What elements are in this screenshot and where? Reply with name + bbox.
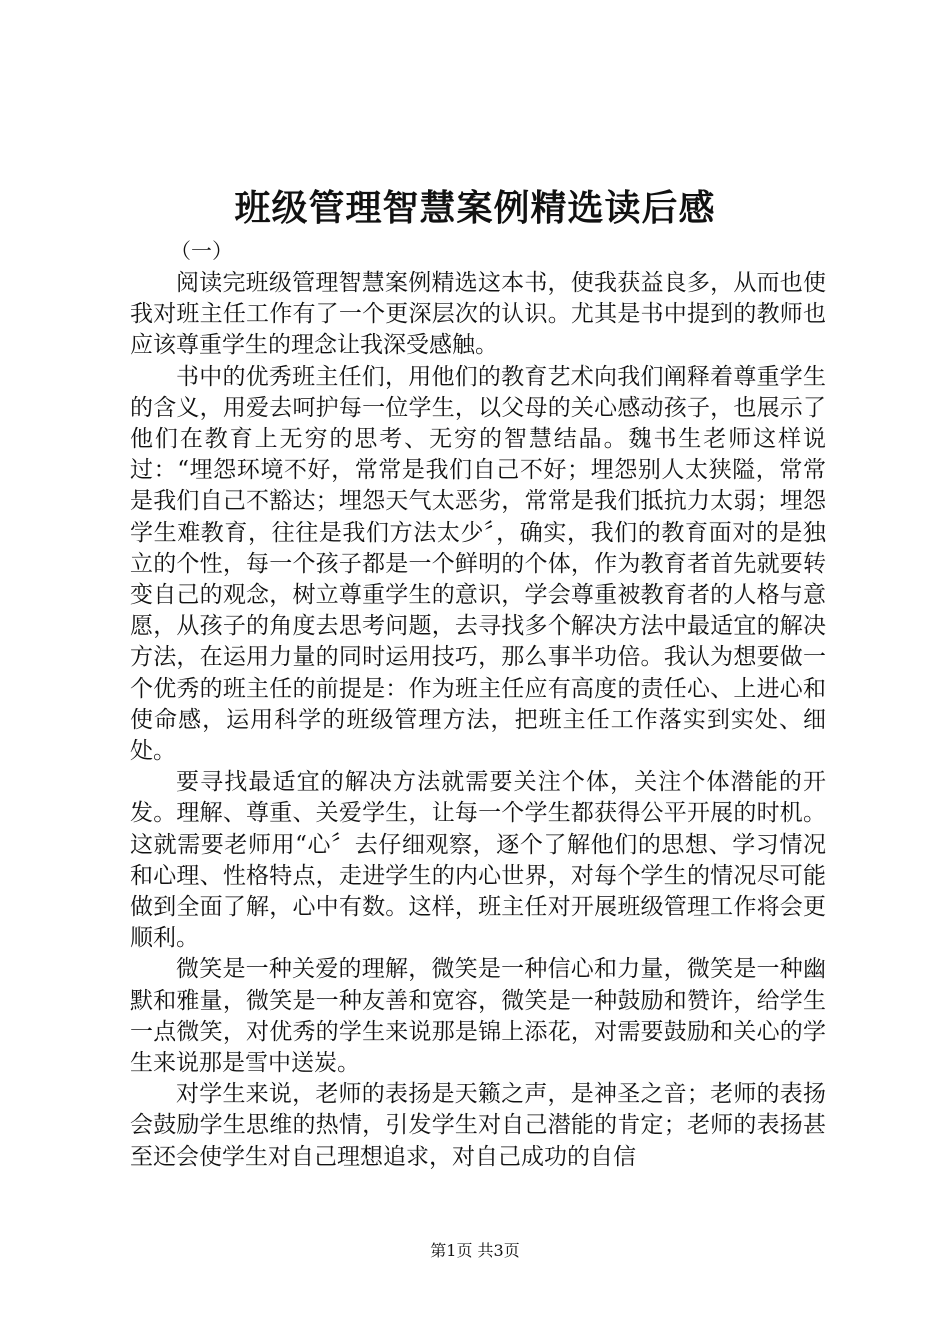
document-title: 班级管理智慧案例精选读后感 xyxy=(234,187,716,229)
paragraph: 书中的优秀班主任们，用他们的教育艺术向我们阐释着尊重学生的含义，用爱去呵护每一位学生，以父母的关心感动孩子，也展示了他们在教育上无穷的思考、无穷的智慧结晶。魏书生老师这样说过：“埋怨环境不好，常常是我们自己不好；埋怨别人太狭隘，常常是我们自己不豁达；埋怨天气太恶劣，常常是我们抵抗力太弱；埋怨学生难教育，往往是我们方法太少〞，确实，我们的教育面对的是独立的个性，每一个孩子都是一个鲜明的个体，作为教育者首先就要转变自己的观念，树立尊重学生的意识，学会尊重被教育者的人格与意愿，从孩子的角度去思考问题，去寻找多个解决方法中最适宜的解决方法，在运用力量的同时运用技巧，那么事半功倍。我认为想要做一个优秀的班主任的前提是：作为班主任应有高度的责任心、上进心和使命感，运用科学的班级管理方法，把班主任工作落实到实处、细处。 xyxy=(130,363,826,765)
section-number: （一） xyxy=(170,239,233,263)
paragraph: 对学生来说，老师的表扬是天籁之声，是神圣之音；老师的表扬会鼓励学生思维的热情，引发学生对自己潜能的肯定；老师的表扬甚至还会使学生对自己理想追求，对自己成功的自信 xyxy=(130,1081,826,1170)
document-body xyxy=(130,268,826,1173)
paragraph: 阅读完班级管理智慧案例精选这本书，使我获益良多，从而也使我对班主任工作有了一个更深层次的认识。尤其是书中提到的教师也应该尊重学生的理念让我深受感触。 xyxy=(130,270,826,359)
page-footer: 第1页 共3页 xyxy=(430,1241,520,1260)
paragraph: 微笑是一种关爱的理解，微笑是一种信心和力量，微笑是一种幽默和雅量，微笑是一种友善和宽容，微笑是一种鼓励和赞许，给学生一点微笑，对优秀的学生来说那是锦上添花，对需要鼓励和关心的学生来说那是雪中送炭。 xyxy=(130,956,826,1077)
paragraph: 要寻找最适宜的解决方法就需要关注个体，关注个体潜能的开发。理解、尊重、关爱学生，让每一个学生都获得公平开展的时机。这就需要老师用“心〞去仔细观察，逐个了解他们的思想、学习情况和心理、性格特点，走进学生的内心世界，对每个学生的情况尽可能做到全面了解，心中有数。这样，班主任对开展班级管理工作将会更顺利。 xyxy=(130,769,826,952)
